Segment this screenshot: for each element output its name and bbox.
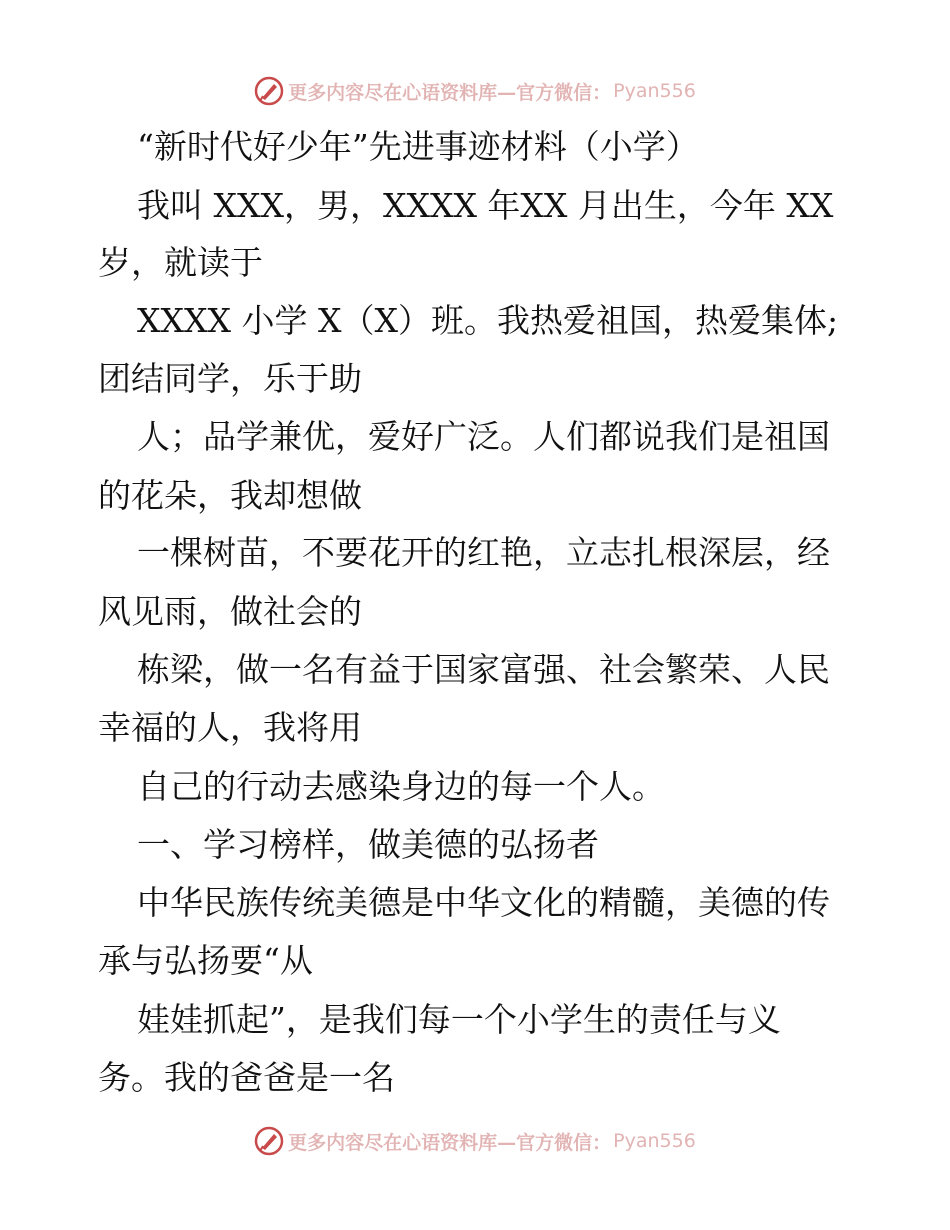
pen-logo-icon	[254, 76, 284, 106]
pen-logo-icon	[254, 1126, 284, 1156]
text-line: 栋梁，做一名有益于国家富强、社会繁荣、人民	[137, 650, 830, 689]
text-line: XXXX 小学 X（X）班。我热爱祖国，热爱集体;	[137, 301, 839, 340]
text-line: 团结同学，乐于助	[98, 359, 362, 398]
text-line: 务。我的爸爸是一名	[98, 1058, 395, 1097]
text-line: 幸福的人，我将用	[98, 708, 362, 747]
text-line: 我叫 XXX，男，XXXX 年XX 月出生，今年 XX	[137, 186, 834, 225]
document-title: “新时代好少年”先进事迹材料（小学）	[137, 127, 699, 166]
header-watermark	[0, 71, 950, 111]
watermark-wechat-id: Pyan556	[613, 1130, 696, 1152]
text-line: 中华民族传统美德是中华文化的精髓，美德的传	[137, 883, 830, 922]
watermark-text: 更多内容尽在心语资料库—官方微信：	[288, 1131, 612, 1154]
text-line: 岁，就读于	[98, 243, 263, 282]
text-line: 人；品学兼优，爱好广泛。人们都说我们是祖国	[137, 417, 830, 456]
text-line: 一棵树苗，不要花开的红艳，立志扎根深层，经	[137, 533, 830, 572]
footer-watermark	[0, 1121, 950, 1161]
text-line: 娃娃抓起”，是我们每一个小学生的责任与义	[137, 1000, 781, 1039]
text-line: 承与弘扬要“从	[98, 941, 313, 980]
text-line: 自己的行动去感染身边的每一个人。	[137, 767, 665, 806]
text-line: 风见雨，做社会的	[98, 592, 362, 631]
text-line: 的花朵，我却想做	[98, 476, 362, 515]
section-heading: 一、学习榜样，做美德的弘扬者	[137, 825, 599, 864]
watermark-wechat-id: Pyan556	[613, 80, 696, 102]
watermark-text: 更多内容尽在心语资料库—官方微信：	[288, 81, 612, 104]
